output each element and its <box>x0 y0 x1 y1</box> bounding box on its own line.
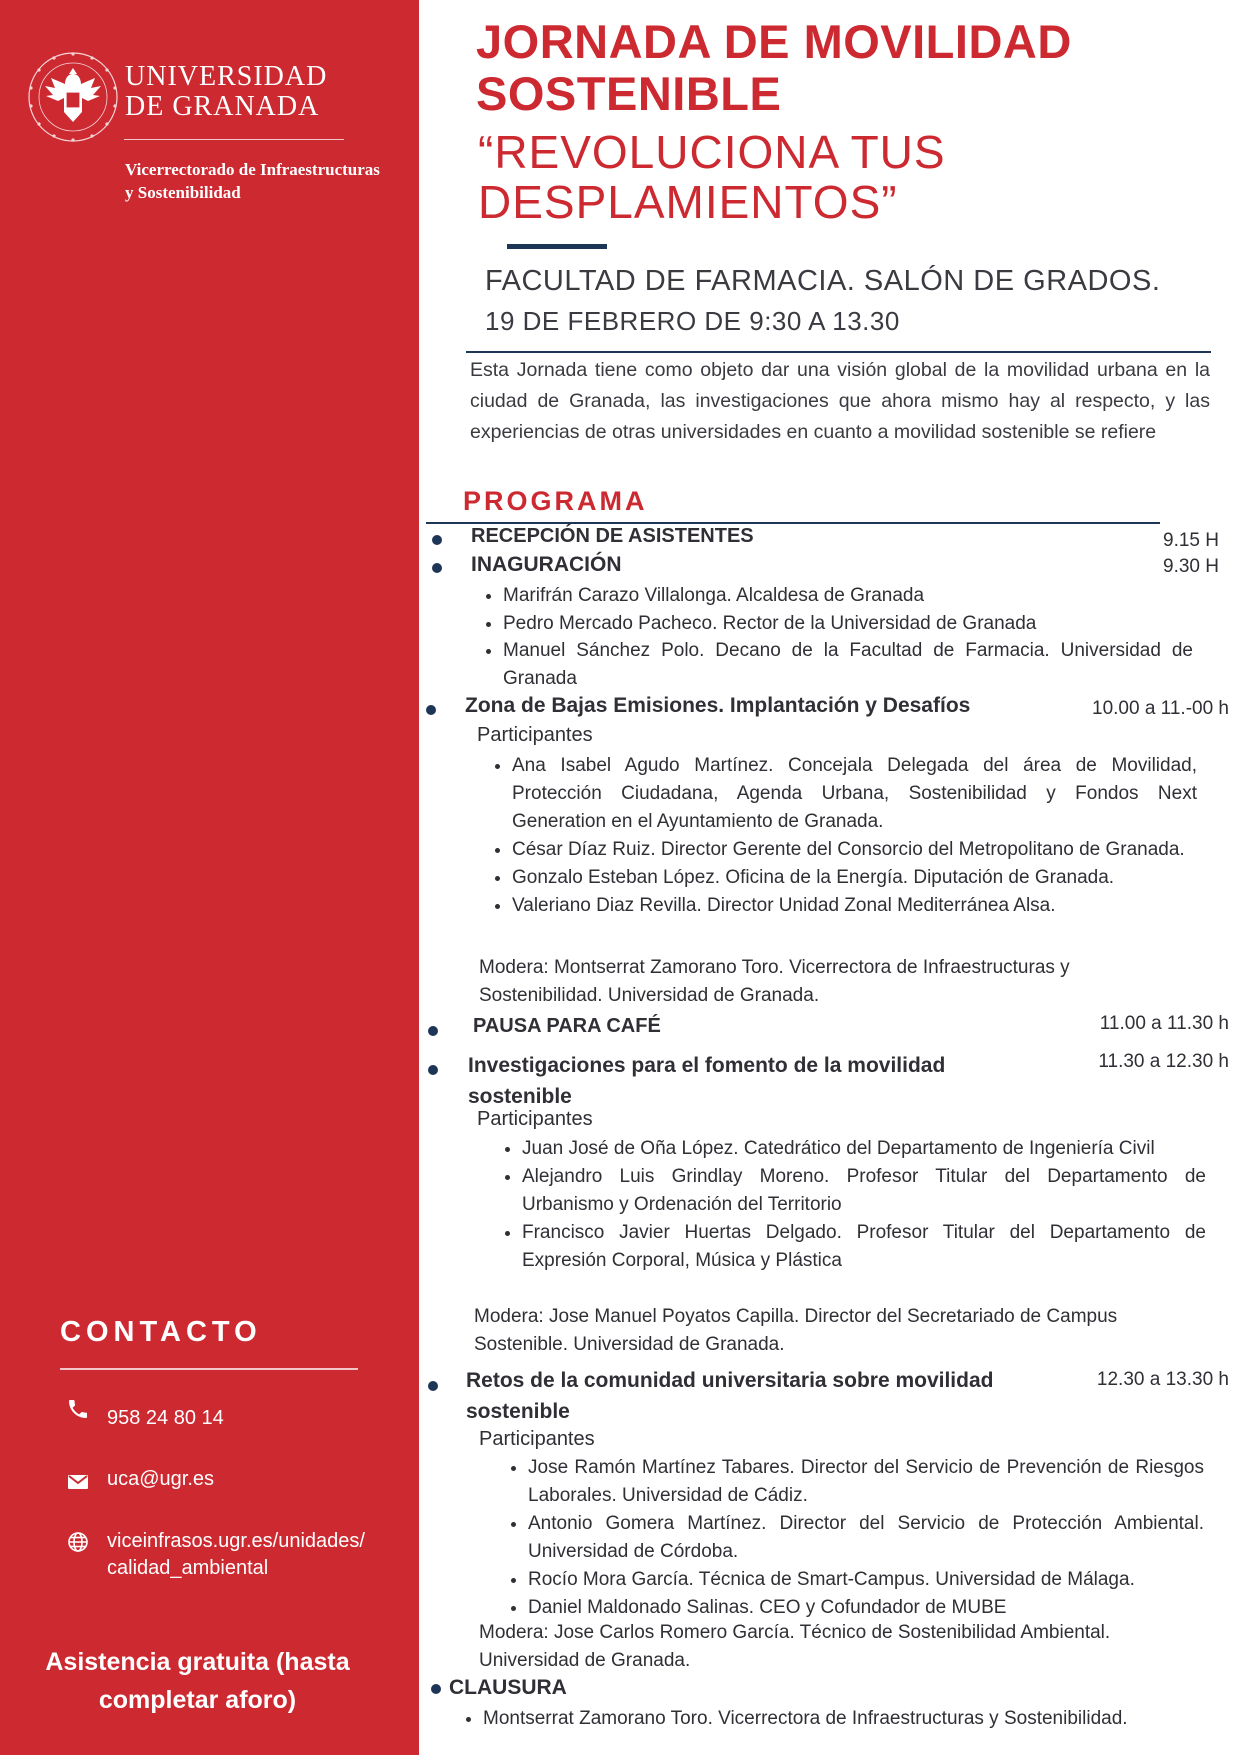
event-title-line1: JORNADA DE MOVILIDAD <box>476 15 1072 68</box>
title-accent-bar <box>507 244 607 249</box>
event-title-line2: SOSTENIBLE <box>476 67 782 120</box>
list-item: • Juan José de Oña López. Catedrático del Departamento de Ingeniería Civil <box>522 1135 1206 1163</box>
inauguracion-title: INAGURACIÓN <box>471 553 622 576</box>
retos-list <box>510 1454 1204 1622</box>
contact-web-line1[interactable]: viceinfrasos.ugr.es/unidades/ <box>107 1530 365 1552</box>
retos-moderator <box>479 1619 1110 1675</box>
university-seal-icon <box>18 42 128 152</box>
event-date: 19 DE FEBRERO DE 9:30 A 13.30 <box>485 306 900 336</box>
bullet-icon <box>428 1065 438 1075</box>
contact-web[interactable] <box>107 1528 365 1582</box>
retos-time: 12.30 a 13.30 h <box>1096 1369 1229 1390</box>
programa-title: PROGRAMA <box>463 486 648 516</box>
bullet-icon <box>431 1684 441 1694</box>
event-venue: FACULTAD DE FARMACIA. SALÓN DE GRADOS. <box>485 265 1161 297</box>
investigaciones-title <box>468 1050 945 1112</box>
recepcion-title: RECEPCIÓN DE ASISTENTES <box>471 525 754 547</box>
list-item: • Gonzalo Esteban López. Oficina de la Energía. Diputación de Granada. <box>512 864 1197 892</box>
vicerrectorado <box>125 158 380 204</box>
zona-participants-label: Participantes <box>477 724 593 746</box>
clausura-title: CLAUSURA <box>449 1676 567 1699</box>
mail-icon <box>66 1470 90 1494</box>
bullet-icon <box>432 535 442 545</box>
list-item: • Ana Isabel Agudo Martínez. Concejala Delegada del área de Movilidad, Protección Ciudadana, Agenda Urbana, Sostenibilidad y Fondos Next Generation en el Ayuntamiento de Granada. <box>512 752 1197 836</box>
retos-title <box>466 1365 993 1427</box>
zona-moderator-line2: Sostenibilidad. Universidad de Granada. <box>479 985 820 1006</box>
bullet-icon <box>428 1381 438 1391</box>
phone-icon <box>66 1397 90 1421</box>
divider <box>426 522 1160 524</box>
event-subtitle-line2: DESPLAMIENTOS” <box>478 176 898 228</box>
contact-phone[interactable]: 958 24 80 14 <box>107 1407 224 1429</box>
free-attendance-note <box>30 1643 365 1719</box>
zona-title: Zona de Bajas Emisiones. Implantación y Desafíos <box>465 694 971 717</box>
divider <box>124 139 344 140</box>
zona-moderator <box>479 954 1070 1010</box>
vicerrectorado-line2: y Sostenibilidad <box>125 183 241 202</box>
investigaciones-title-line1: Investigaciones para el fomento de la movilidad <box>468 1054 946 1077</box>
investigaciones-moderator-line1: Modera: Jose Manuel Poyatos Capilla. Director del Secretariado de Campus <box>474 1306 1118 1327</box>
pausa-title: PAUSA PARA CAFÉ <box>473 1015 661 1037</box>
divider <box>466 351 1211 353</box>
list-item: • Daniel Maldonado Salinas. CEO y Cofundador de MUBE <box>528 1594 1204 1622</box>
vicerrectorado-line1: Vicerrectorado de Infraestructuras <box>125 160 380 179</box>
zona-moderator-line1: Modera: Montserrat Zamorano Toro. Vicerrectora de Infraestructuras y <box>479 957 1070 978</box>
recepcion-time: 9.15 H <box>1163 530 1219 551</box>
bullet-icon <box>428 1026 438 1036</box>
intro-text: Esta Jornada tiene como objeto dar una visión global de la movilidad urbana en la ciudad de Granada, las investigaciones que ahora mismo hay al respecto, y las experiencias de otras universidades en cuanto a movilidad sostenible se refiere <box>470 359 1210 443</box>
investigaciones-time: 11.30 a 12.30 h <box>1098 1051 1229 1072</box>
list-item: • Marifrán Carazo Villalonga. Alcaldesa de Granada <box>503 582 1193 610</box>
list-item: • Alejandro Luis Grindlay Moreno. Profesor Titular del Departamento de Urbanismo y Ordenación del Territorio <box>522 1163 1206 1219</box>
globe-icon <box>66 1530 90 1554</box>
investigaciones-moderator-line2: Sostenible. Universidad de Granada. <box>474 1334 785 1355</box>
sidebar <box>0 0 419 1755</box>
event-title <box>476 16 1072 120</box>
inauguracion-time: 9.30 H <box>1163 556 1219 577</box>
list-item: • Valeriano Diaz Revilla. Director Unidad Zonal Mediterránea Alsa. <box>512 892 1197 920</box>
event-subtitle <box>478 127 946 227</box>
retos-moderator-line2: Universidad de Granada. <box>479 1650 691 1671</box>
investigaciones-participants-label: Participantes <box>477 1108 593 1130</box>
list-item: • Jose Ramón Martínez Tabares. Director del Servicio de Prevención de Riesgos Laborales. Universidad de Cádiz. <box>528 1454 1204 1510</box>
list-item: • Francisco Javier Huertas Delgado. Profesor Titular del Departamento de Expresión Corporal, Música y Plástica <box>522 1219 1206 1275</box>
university-name-line1: UNIVERSIDAD <box>125 61 328 92</box>
free-attendance-line1: Asistencia gratuita (hasta <box>45 1648 350 1676</box>
list-item: • César Díaz Ruiz. Director Gerente del Consorcio del Metropolitano de Granada. <box>512 836 1197 864</box>
contact-title: CONTACTO <box>60 1316 262 1348</box>
list-item: • Montserrat Zamorano Toro. Vicerrectora de Infraestructuras y Sostenibilidad. <box>483 1705 1223 1733</box>
university-name-line2: DE GRANADA <box>125 91 320 122</box>
university-name <box>125 62 327 122</box>
inauguracion-list <box>485 582 1193 692</box>
list-item: • Rocío Mora García. Técnica de Smart-Campus. Universidad de Málaga. <box>528 1566 1204 1594</box>
list-item: • Antonio Gomera Martínez. Director del Servicio de Protección Ambiental. Universidad de Córdoba. <box>528 1510 1204 1566</box>
retos-title-line1: Retos de la comunidad universitaria sobre movilidad <box>466 1369 994 1392</box>
zona-list <box>494 752 1197 920</box>
retos-participants-label: Participantes <box>479 1428 595 1450</box>
divider <box>60 1368 358 1370</box>
investigaciones-list <box>504 1135 1206 1275</box>
retos-moderator-line1: Modera: Jose Carlos Romero García. Técnico de Sostenibilidad Ambiental. <box>479 1622 1111 1643</box>
zona-time: 10.00 a 11.-00 h <box>1092 698 1229 719</box>
investigaciones-moderator <box>474 1303 1117 1359</box>
event-subtitle-line1: “REVOLUCIONA TUS <box>478 126 946 178</box>
contact-email[interactable]: uca@ugr.es <box>107 1468 215 1490</box>
investigaciones-title-line2: sostenible <box>468 1085 572 1108</box>
free-attendance-line2: completar aforo) <box>98 1686 297 1714</box>
pausa-time: 11.00 a 11.30 h <box>1099 1013 1229 1034</box>
retos-title-line2: sostenible <box>466 1400 570 1423</box>
contact-web-line2[interactable]: calidad_ambiental <box>107 1557 269 1579</box>
list-item: • Pedro Mercado Pacheco. Rector de la Universidad de Granada <box>503 610 1193 638</box>
clausura-list <box>465 1705 1223 1733</box>
bullet-icon <box>426 705 436 715</box>
list-item: • Manuel Sánchez Polo. Decano de la Facultad de Farmacia. Universidad de Granada <box>503 637 1193 692</box>
bullet-icon <box>432 563 442 573</box>
